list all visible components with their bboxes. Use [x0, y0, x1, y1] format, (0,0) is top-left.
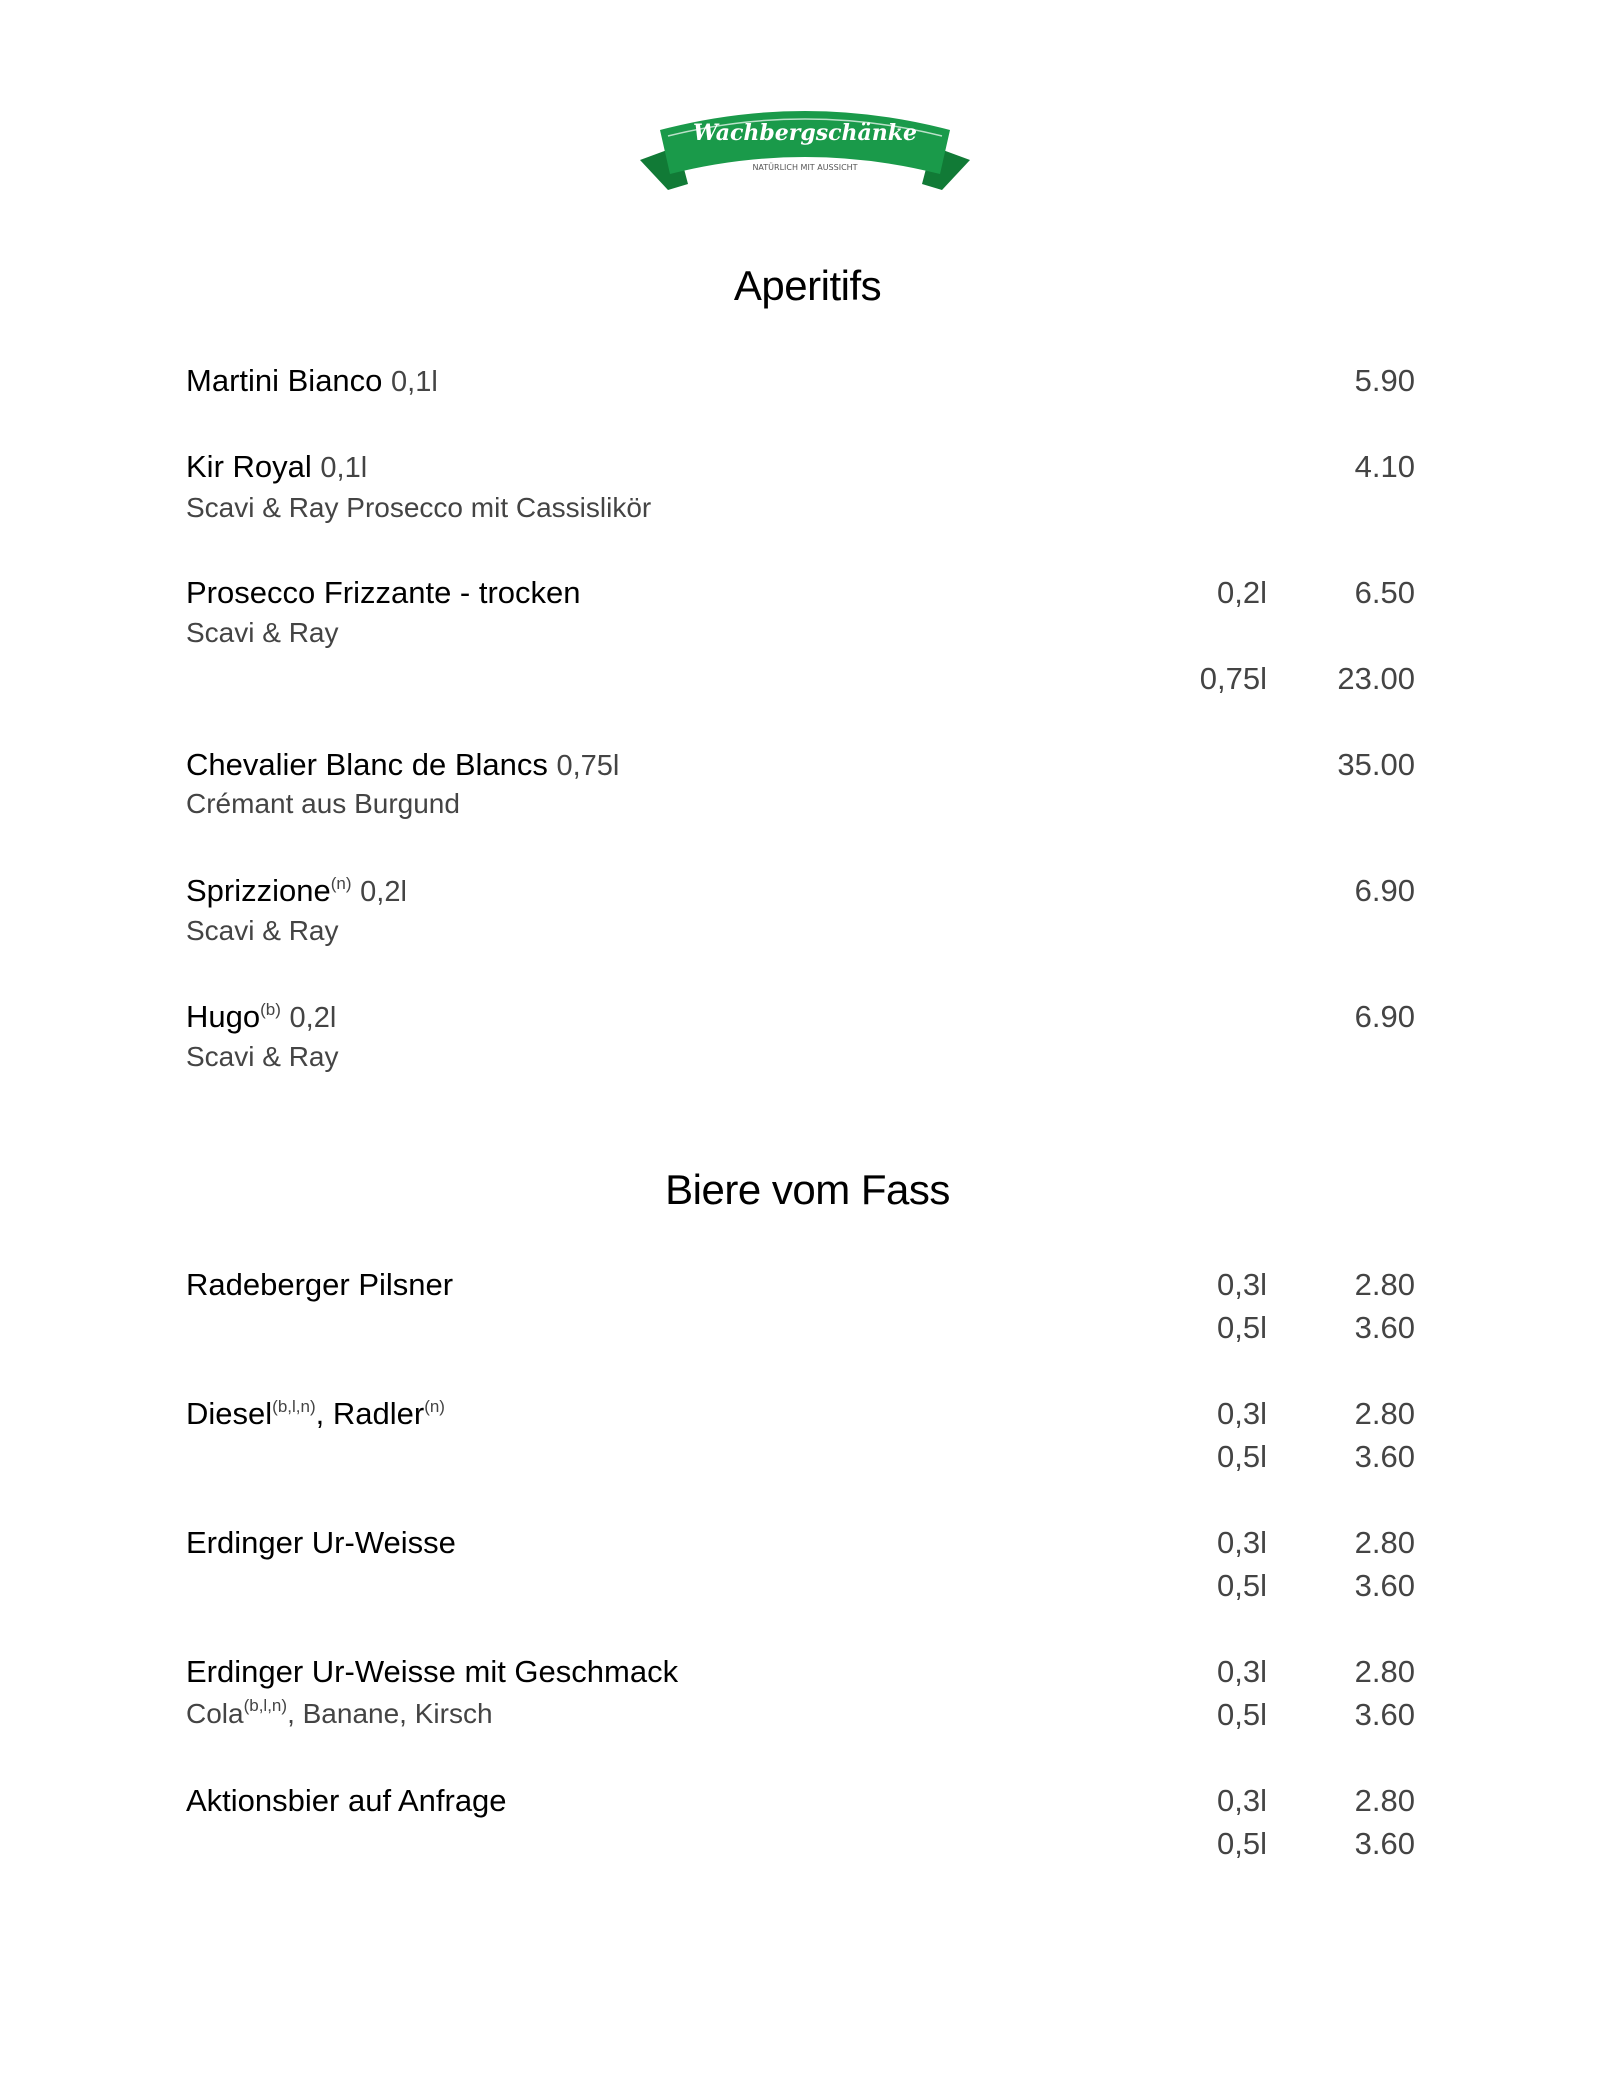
item-volume: 0,2l [360, 876, 407, 908]
item-price: 2.80 [1354, 1267, 1415, 1302]
menu-item-sprizzione [186, 873, 407, 909]
menu-item-erdinger-ur-weisse [186, 1525, 456, 1561]
allergen-footnote: (n) [424, 1397, 445, 1416]
item-name: Aktionsbier auf Anfrage [186, 1783, 507, 1818]
menu-item-martini-bianco [186, 363, 438, 399]
item-description-part: , Banane, Kirsch [287, 1698, 493, 1729]
allergen-footnote: (b,l,n) [272, 1397, 316, 1416]
item-name: Prosecco Frizzante - trocken [186, 575, 581, 610]
item-price: 4.10 [1354, 449, 1415, 484]
item-price: 35.00 [1337, 747, 1415, 782]
allergen-footnote: (b) [260, 1000, 281, 1019]
item-volume: 0,2l [289, 1002, 337, 1034]
item-volume: 0,3l [1217, 1396, 1267, 1431]
item-price: 2.80 [1354, 1783, 1415, 1818]
item-name: Erdinger Ur-Weisse mit Geschmack [186, 1654, 679, 1689]
item-price: 3.60 [1354, 1568, 1415, 1603]
item-volume: 0,5l [1217, 1439, 1267, 1474]
menu-item-erdinger-mit-geschmack [186, 1654, 678, 1690]
item-volume: 0,3l [1217, 1783, 1267, 1818]
item-price: 6.90 [1354, 873, 1415, 908]
allergen-footnote: (b,l,n) [243, 1696, 288, 1715]
item-price: 6.90 [1354, 999, 1415, 1034]
item-price: 23.00 [1337, 661, 1415, 696]
item-volume: 0,5l [1217, 1568, 1267, 1603]
item-volume: 0,2l [1217, 575, 1267, 610]
menu-item-aktionsbier [186, 1783, 507, 1819]
menu-item-kir-royal [186, 449, 367, 485]
item-description-part: Cola [186, 1698, 244, 1729]
item-name: Hugo [186, 999, 261, 1034]
item-name: Radler [332, 1396, 425, 1431]
item-name: Erdinger Ur-Weisse [186, 1525, 456, 1560]
menu-item-radeberger-pilsner [186, 1267, 453, 1303]
item-separator: , [315, 1396, 333, 1431]
menu-item-hugo [186, 999, 336, 1035]
item-price: 2.80 [1354, 1525, 1415, 1560]
item-name: Radeberger Pilsner [186, 1267, 454, 1302]
item-name: Martini Bianco [186, 363, 383, 398]
item-price: 3.60 [1354, 1310, 1415, 1345]
item-volume: 0,5l [1217, 1826, 1267, 1861]
item-volume: 0,3l [1217, 1525, 1267, 1560]
section-title-biere-vom-fass: Biere vom Fass [665, 1166, 950, 1213]
item-price: 3.60 [1354, 1697, 1415, 1732]
item-description: Scavi & Ray [186, 1041, 339, 1072]
item-volume: 0,75l [1199, 661, 1267, 696]
menu-item-diesel-radler [186, 1396, 445, 1432]
item-description: Scavi & Ray Prosecco mit Cassislikör [186, 492, 652, 523]
item-volume: 0,5l [1217, 1697, 1267, 1732]
logo-tagline: NATÜRLICH MIT AUSSICHT [752, 163, 858, 172]
menu-item-prosecco-frizzante [186, 575, 581, 611]
item-description: Scavi & Ray [186, 915, 339, 946]
item-description [186, 1696, 493, 1730]
wachbergschaenke-logo [640, 100, 970, 200]
item-name: Chevalier Blanc de Blancs [186, 747, 548, 782]
item-description: Scavi & Ray [186, 617, 339, 648]
item-price: 5.90 [1354, 363, 1415, 398]
item-volume: 0,3l [1217, 1654, 1267, 1689]
allergen-footnote: (n) [330, 874, 352, 893]
item-volume: 0,1l [320, 452, 368, 484]
item-price: 2.80 [1354, 1654, 1415, 1689]
menu-item-chevalier-blanc [186, 747, 619, 783]
item-name: Diesel [186, 1396, 273, 1431]
item-name: Kir Royal [186, 449, 312, 484]
item-volume: 0,1l [391, 366, 438, 398]
item-description: Crémant aus Burgund [186, 788, 460, 819]
item-price: 3.60 [1354, 1439, 1415, 1474]
item-price: 6.50 [1354, 575, 1415, 610]
section-title-aperitifs: Aperitifs [733, 262, 882, 309]
item-price: 3.60 [1354, 1826, 1415, 1861]
item-volume: 0,3l [1217, 1267, 1267, 1302]
item-volume: 0,5l [1217, 1310, 1267, 1345]
item-volume: 0,75l [556, 750, 620, 782]
item-name: Sprizzione [186, 873, 331, 908]
item-price: 2.80 [1354, 1396, 1415, 1431]
logo-name: Wachbergschänke [692, 120, 918, 146]
